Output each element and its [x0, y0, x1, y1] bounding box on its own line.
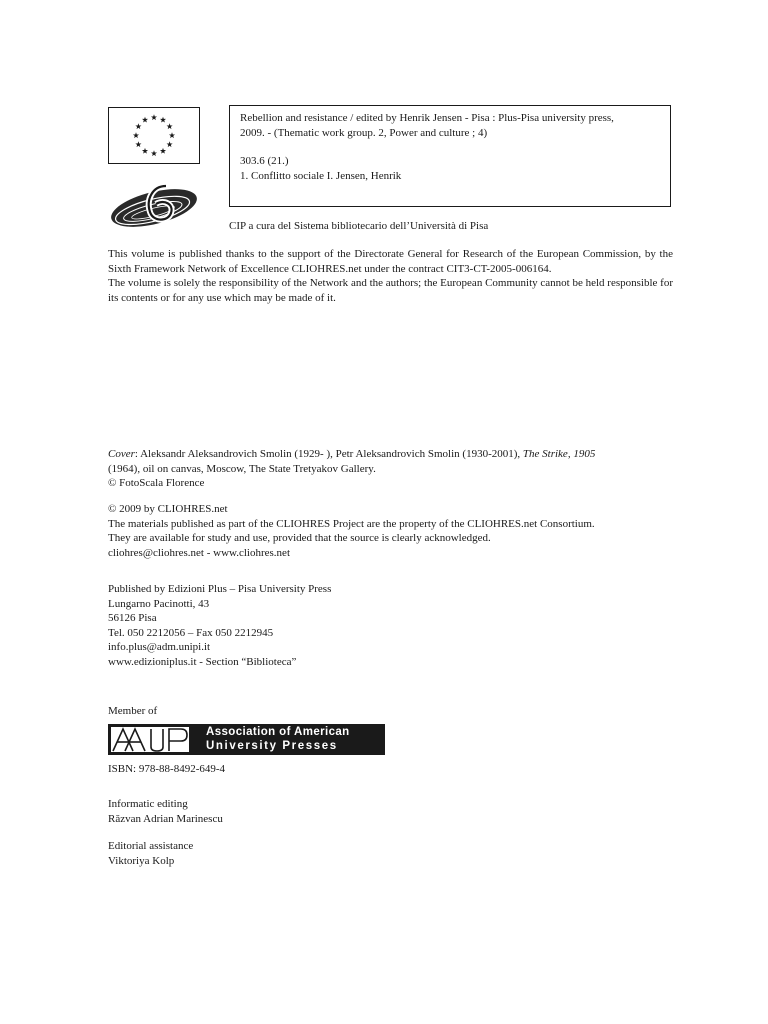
cover-details: (1964), oil on canvas, Moscow, The State Tretyakov Gallery. — [108, 462, 376, 475]
aaup-line-2: University Presses — [206, 739, 338, 752]
eu-star-icon — [151, 150, 157, 156]
editorial-assistance — [108, 839, 193, 868]
eu-star-icon — [142, 148, 148, 154]
eu-star-icon — [160, 148, 166, 154]
funding-paragraph: This volume is published thanks to the support of the Directorate General for Research of the European Commission, by the Sixth Framework Network of Excellence CLIOHRES.net under the contract CIT3-CT-2005-006164. — [108, 248, 673, 275]
eu-stars — [109, 108, 199, 163]
eu-star-icon — [167, 123, 173, 129]
cover-description — [108, 447, 673, 462]
eu-star-icon — [167, 141, 173, 147]
eu-star-icon — [169, 132, 175, 138]
publisher-block — [108, 582, 673, 670]
informatic-editing — [108, 797, 223, 826]
usage-line: They are available for study and use, provided that the source is clearly acknowledged. — [108, 532, 491, 545]
cover-photo-credit: © FotoScala Florence — [108, 477, 205, 490]
publisher-phone: Tel. 050 2212056 – Fax 050 2212945 — [108, 626, 274, 639]
cip-line-3: 303.6 (21.) — [240, 155, 289, 168]
cip-line-2: 2009. - (Thematic work group. 2, Power and culture ; 4) — [240, 126, 488, 139]
aaup-line-1: Association of American — [206, 726, 350, 738]
cip-caption: CIP a cura del Sistema bibliotecario dell’Università di Pisa — [229, 220, 489, 232]
eu-star-icon — [151, 114, 157, 120]
copyright-line: © 2009 by CLIOHRES.net — [108, 503, 228, 515]
publisher-city: 56126 Pisa — [108, 612, 157, 625]
eu-flag-icon — [108, 107, 200, 164]
cover-artists: : Aleksandr Aleksandrovich Smolin (1929- ), Petr Aleksandrovich Smolin (1930-2001), — [134, 448, 523, 460]
informatic-label: Informatic editing — [108, 798, 188, 810]
property-line: The materials published as part of the CLIOHRES Project are the property of the CLIOHRES.net Consortium. — [108, 517, 595, 530]
publisher-name: Published by Edizioni Plus – Pisa University Press — [108, 583, 332, 595]
aaup-wordmark — [206, 726, 382, 753]
cover-title: The Strike, 1905 — [522, 448, 596, 460]
member-of-label: Member of — [108, 705, 158, 717]
publisher-street: Lungarno Pacinotti, 43 — [108, 597, 210, 610]
editorial-name: Viktoriya Kolp — [108, 854, 175, 867]
isbn: ISBN: 978-88-8492-649-4 — [108, 763, 226, 775]
funding-notice — [108, 247, 673, 305]
eu-star-icon — [160, 117, 166, 123]
eu-star-icon — [142, 117, 148, 123]
editorial-label: Editorial assistance — [108, 840, 194, 852]
eu-star-icon — [135, 141, 141, 147]
eu-star-icon — [135, 123, 141, 129]
cip-record-box — [229, 105, 671, 207]
eu-star-icon — [133, 132, 139, 138]
cip-line-1: Rebellion and resistance / edited by Henrik Jensen - Pisa : Plus-Pisa university press, — [240, 112, 614, 124]
copyright-block — [108, 502, 673, 560]
contact-line: cliohres@cliohres.net - www.cliohres.net — [108, 546, 290, 559]
cover-label: Cover — [108, 448, 135, 460]
cip-line-4: 1. Conflitto sociale I. Jensen, Henrik — [240, 169, 402, 182]
publisher-website: www.edizioniplus.it - Section “Biblioteca” — [108, 655, 297, 668]
publisher-email: info.plus@adm.unipi.it — [108, 641, 211, 654]
aaup-monogram-icon — [111, 727, 189, 752]
cover-credit — [108, 447, 673, 491]
aaup-logo — [108, 724, 385, 755]
responsibility-paragraph: The volume is solely the responsibility of the Network and the authors; the European Community cannot be held responsible for its contents or for any use which may be made of it. — [108, 277, 673, 304]
informatic-name: Răzvan Adrian Marinescu — [108, 812, 223, 825]
sixth-framework-logo — [108, 180, 200, 232]
